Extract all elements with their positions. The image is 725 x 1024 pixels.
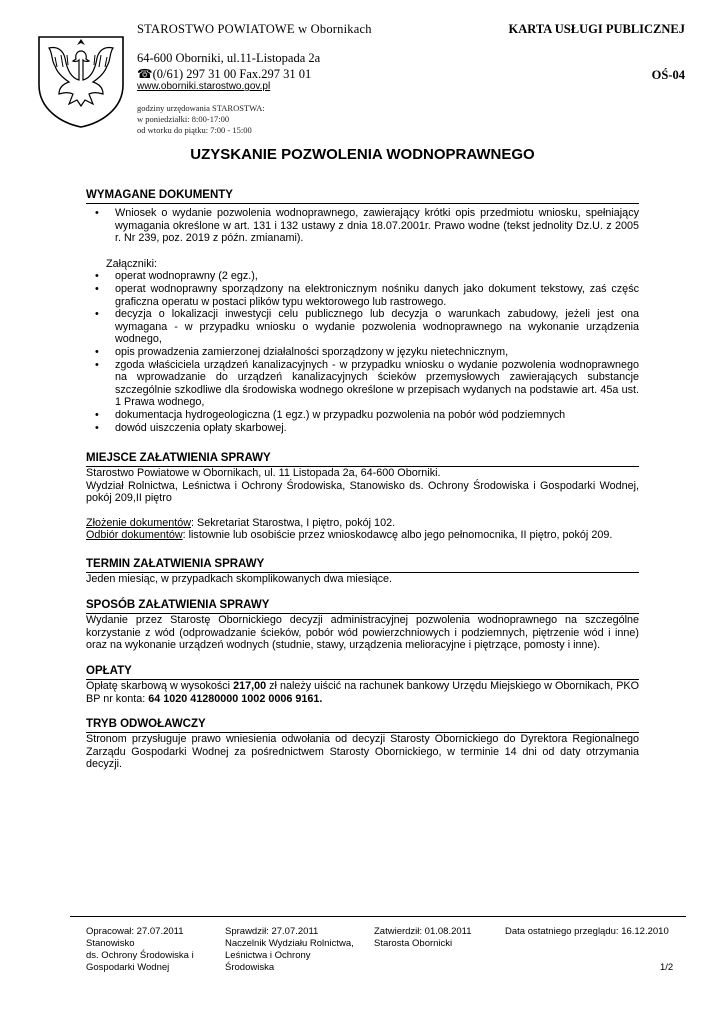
place-line1: Starostwo Powiatowe w Obornikach, ul. 11 Listopada 2a, 64-600 Oborniki.: [86, 467, 441, 479]
card-code: OŚ-04: [651, 68, 685, 82]
section-heading: TRYB ODWOŁAWCZY: [86, 717, 639, 733]
footer-reviewed: [505, 926, 669, 938]
card-label: KARTA USŁUGI PUBLICZNEJ: [508, 22, 685, 36]
list-item: • dowód uiszczenia opłaty skarbowej.: [86, 422, 639, 435]
footer-divider: [70, 916, 686, 917]
footer-approved: [374, 926, 472, 950]
fees-text-before: Opłatę skarbową w wysokości: [86, 680, 234, 692]
pickup-line: [86, 529, 639, 542]
footer-line: Stanowisko: [86, 938, 135, 949]
section-place: [86, 451, 639, 542]
footer-line: ds. Ochrony Środowiska i: [86, 950, 194, 961]
office-name: STAROSTWO POWIATOWE w Obornikach: [137, 22, 372, 36]
pickup-label: Odbiór dokumentów: [86, 529, 183, 542]
page-number: 1/2: [660, 962, 674, 973]
footer-line: Zatwierdził: 01.08.2011: [374, 926, 472, 937]
list-item: • operat wodnoprawny sporządzony na elektronicznym nośniku danych jako dokument tekstowy, zaś częśc graficzna operatu w postaci plików typu wektorowego lub rastrowego.: [86, 283, 639, 308]
submit-text: : Sekretariat Starostwa, I piętro, pokój 102.: [191, 516, 396, 529]
submit-line: [86, 517, 639, 530]
deadline-text: Jeden miesiąc, w przypadkach skomplikowanych dwa miesiące.: [86, 573, 393, 585]
hours-label: godziny urzędowania STAROSTWA:: [137, 103, 265, 113]
office-phone: ☎(0/61) 297 31 00 Fax.297 31 01: [137, 67, 312, 81]
section-documents: [86, 188, 639, 434]
main-list: [86, 207, 639, 245]
fees-text: [86, 680, 639, 705]
list-item: • operat wodnoprawny (2 egz.),: [86, 270, 639, 283]
office-address: 64-600 Oborniki, ul.11-Listopada 2a: [137, 51, 321, 65]
list-item: • Wniosek o wydanie pozwolenia wodnoprawnego, zawierający krótki opis przedmiotu wniosku, spełniający wymagania określone w art. 131 i 132 ustawy z dnia 18.07.2001r. Prawo wodne (tekst jednolity Dz.U. z 2005 r. Nr 239, poz. 2019 z późn. zmianami).: [86, 207, 639, 245]
section-appeal: [86, 717, 639, 771]
list-item: • dokumentacja hydrogeologiczna (1 egz.) w przypadku pozwolenia na pobór wód podziemnych: [86, 409, 639, 422]
footer-line: Środowiska: [225, 962, 275, 973]
list-item: • opis prowadzenia zamierzonej działalności sporządzony w języku nietechnicznym,: [86, 346, 639, 359]
list-item: • zgoda właściciela urządzeń kanalizacyjnych - w przypadku wniosku o wydanie pozwolenia wodnoprawnego na wprowadzanie do urządzeń kanalizacyjnych ścieków przemysłowych zawierających substancje szczególnie szkodliwe dla środowiska wodnego określone w przepisach wydanych na podstawie art. 45a ust. 1 Prawa wodnego,: [86, 359, 639, 409]
footer-line: Starosta Obornicki: [374, 938, 453, 949]
section-fees: [86, 664, 639, 705]
website-link[interactable]: www.oborniki.starostwo.gov.pl: [137, 81, 271, 92]
hours-monday: w poniedziałki: 8:00-17:00: [137, 114, 230, 124]
place-line2: Wydział Rolnictwa, Leśnictwa i Ochrony Środowiska, Stanowisko ds. Ochrony Środowiska i Gospodarki Wodnej, pokój 209,II piętro: [86, 479, 639, 505]
section-heading: MIEJSCE ZAŁATWIENIA SPRAWY: [86, 451, 639, 467]
footer-checked: [225, 926, 354, 974]
method-text: Wydanie przez Starostę Obornickiego decyzji administracyjnej pozwolenia wodnoprawnego na szczególne korzystanie z wód (odprowadzanie ścieków, pobór wód powierzchniowych i podziemnych, piętrzenie wód i inne) oraz na wykonanie urządzeń wodnych (studnie, stawy, urządzenia melioracyjne i piętrzące, pomosty i inne).: [86, 614, 639, 652]
footer-line: Naczelnik Wydziału Rolnictwa,: [225, 938, 354, 949]
attachments-list: [86, 270, 639, 434]
submit-label: Złożenie dokumentów: [86, 516, 192, 529]
footer-line: Data ostatniego przeglądu: 16.12.2010: [505, 926, 669, 937]
footer-line: Gospodarki Wodnej: [86, 962, 170, 973]
section-heading: OPŁATY: [86, 664, 639, 680]
appeal-text: Stronom przysługuje prawo wniesienia odwołania od decyzji Starosty Obornickiego do Dyrektora Regionalnego Zarządu Gospodarki Wodnej za pośrednictwem Starosty Obornickiego, w terminie 14 dni od daty otrzymania decyzji.: [86, 733, 639, 771]
hours-tue-fri: od wtorku do piątku: 7:00 - 15:00: [137, 125, 252, 135]
section-heading: TERMIN ZAŁATWIENIA SPRAWY: [86, 557, 639, 573]
page-title: UZYSKANIE POZWOLENIA WODNOPRAWNEGO: [190, 146, 535, 163]
footer-line: Opracował: 27.07.2011: [86, 926, 184, 937]
footer-line: Sprawdził: 27.07.2011: [225, 926, 319, 937]
section-heading: SPOSÓB ZAŁATWIENIA SPRAWY: [86, 598, 639, 614]
section-deadline: [86, 557, 639, 586]
eagle-crest-icon: [35, 33, 127, 129]
section-method: [86, 598, 639, 652]
footer-prepared: [86, 926, 194, 974]
fees-text-after: zł należy uiścić na rachunek bankowy Urzędu Miejskiego w Obornikach, PKO BP nr konta:: [86, 680, 639, 705]
attachments-label: Załączniki:: [106, 257, 158, 270]
section-heading: WYMAGANE DOKUMENTY: [86, 188, 639, 204]
pickup-text: : listownie lub osobiście przez wnioskodawcę albo jego pełnomocnika, II piętro, pokój 209.: [182, 529, 613, 542]
fee-amount: 217,00: [233, 680, 267, 692]
footer-line: Leśnictwa i Ochrony: [225, 950, 311, 961]
bank-account: 64 1020 41280000 1002 0006 9161.: [148, 692, 323, 705]
list-item: • decyzja o lokalizacji inwestycji celu publicznego lub decyzja o warunkach zabudowy, jeżeli jest ona wymagana - w przypadku wniosku o wydanie pozwolenia wodnoprawnego na wykonanie urządzenia wodnego,: [86, 308, 639, 346]
